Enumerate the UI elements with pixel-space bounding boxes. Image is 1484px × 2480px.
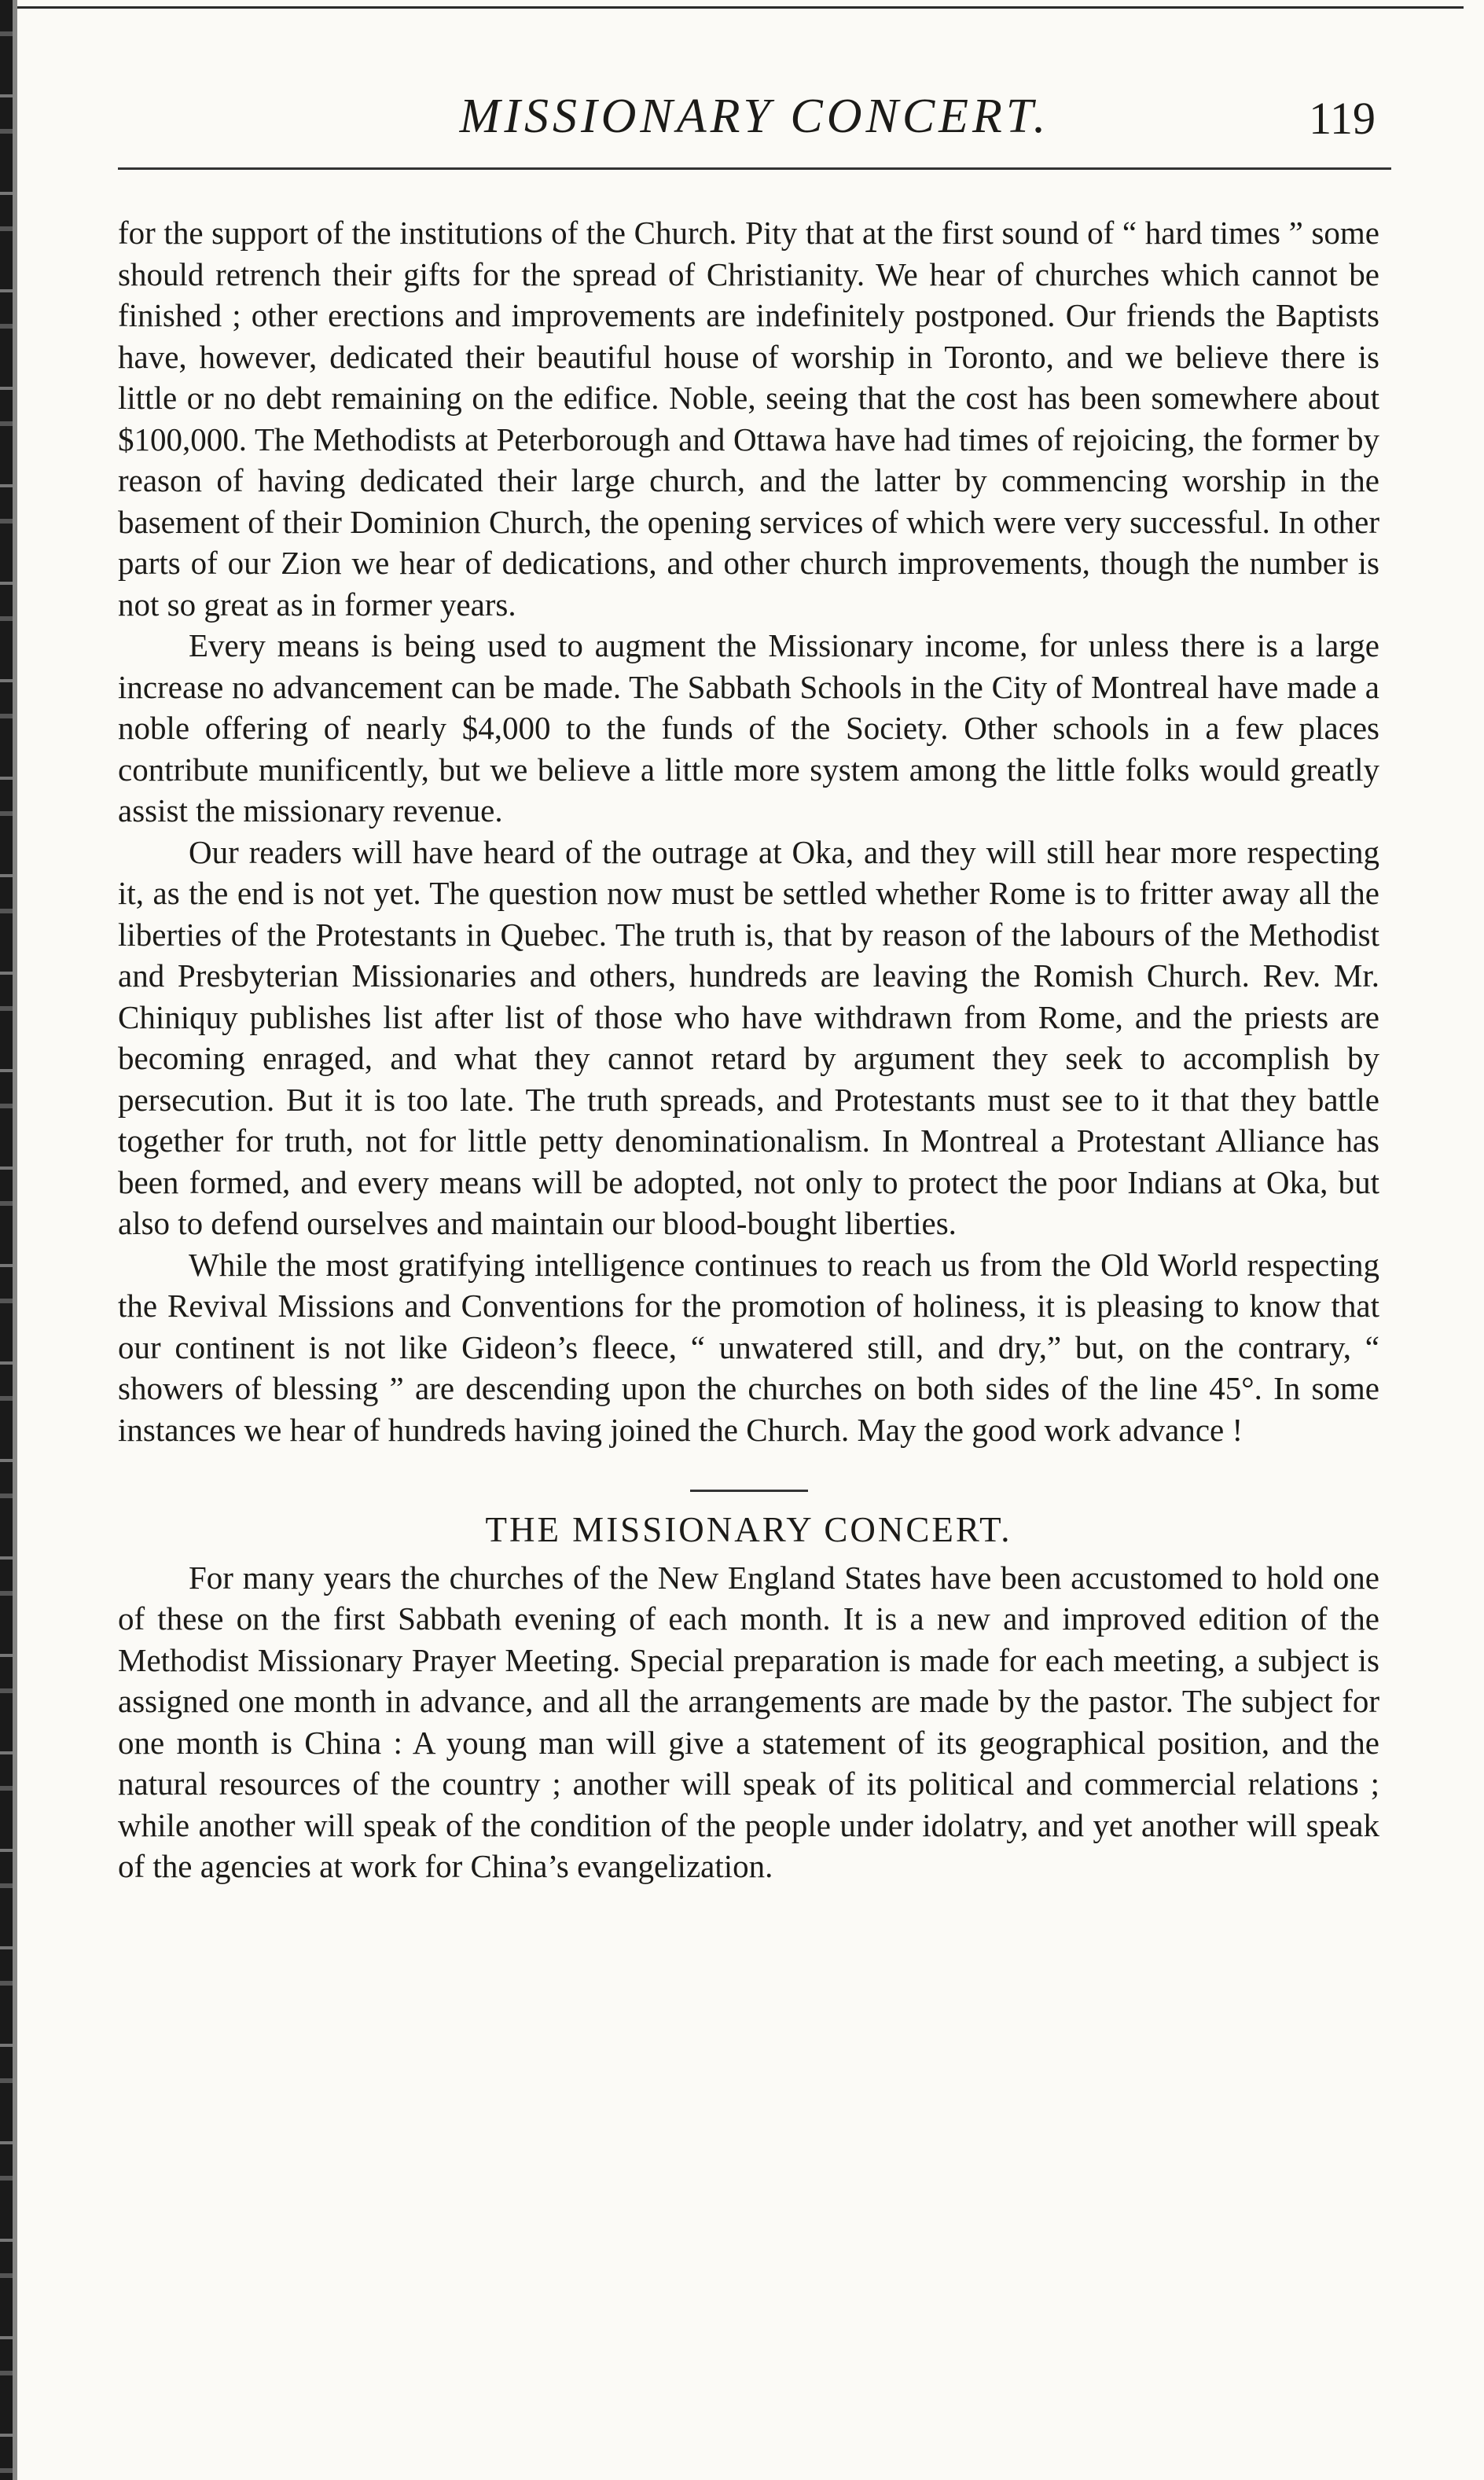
page-binding-edge (0, 0, 13, 2480)
page-binding-shadow (13, 0, 17, 2480)
paragraph-continued: for the support of the institutions of the Church. Pity that at the first sound of “ hard times ” some should retrench their gifts for the spread of Christianity. We hear of churches which cannot be finished ; other erections and improvements are indefinitely postponed. Our friends the Baptists have, however, dedicated their beautiful house of worship in Toronto, and we believe there is little or no debt remaining on the edifice. Noble, seeing that the cost has been somewhere about $100,000. The Methodists at Peterborough and Ottawa have had times of rejoicing, the former by reason of having dedicated their large church, and the latter by commencing worship in the basement of their Dominion Church, the opening services of which were very successful. In other parts of our Zion we hear of dedications, and other church improvements, though the number is not so great as in former years. (118, 215, 1379, 623)
header-rule (118, 167, 1391, 170)
paragraph-oka-outrage: Our readers will have heard of the outrage at Oka, and they will still hear more respecting it, as the end is not yet. The question now must be settled whether Rome is to fritter away all the liberties of the Protestants in Quebec. The truth is, that by reason of the labours of the Methodist and Presbyterian Missionaries and others, hundreds are leaving the Romish Church. Rev. Mr. Chiniquy publishes list after list of those who have withdrawn from Rome, and the priests are becoming enraged, and what they cannot retard by argument they seek to accomplish by persecution. But it is too late. The truth spreads, and Protestants must see to it that they battle together for truth, not for little petty denominationalism. In Montreal a Protestant Alliance has been formed, and every means will be adopted, not only to protect the poor Indians at Oka, but also to defend ourselves and maintain our blood-bought liberties. (118, 833, 1379, 1241)
article-body (118, 212, 1379, 1887)
paragraph-missionary-concert: For many years the churches of the New England States have been accustomed to hold one of these on the first Sabbath evening of each month. It is a new and improved edition of the Methodist Missionary Prayer Meeting. Special preparation is made for each meeting, a subject is assigned one month in advance, and all the arrangements are made by the pastor. The subject for one month is China : A young man will give a statement of its geographical position, and the natural resources of the country ; another will speak of its political and commercial relations ; while another will speak of the condition of the people under idolatry, and yet another will speak of the agencies at work for China’s evangelization. (118, 1559, 1379, 1884)
paragraph-missionary-income: Every means is being used to augment the Missionary income, for unless there is a large increase no advancement can be made. The Sabbath Schools in the City of Montreal have made a noble offering of nearly $4,000 to the funds of the Society. Other schools in a few places contribute munificently, but we believe a little more system among the little folks would greatly assist the missionary revenue. (118, 627, 1379, 829)
paragraph-revival-intelligence: While the most gratifying intelligence continues to reach us from the Old World respecting the Revival Missions and Conventions for the promotion of holiness, it is pleasing to know that our continent is not like Gideon’s fleece, “ unwatered still, and dry,” but, on the contrary, “ showers of blessing ” are descending upon the churches on both sides of the line 45°. In some instances we hear of hundreds having joined the Church. May the good work advance ! (118, 1246, 1379, 1448)
page-top-rule (17, 6, 1464, 9)
running-title: MISSIONARY CONCERT. (459, 90, 1050, 143)
section-divider (690, 1490, 808, 1492)
section-heading: THE MISSIONARY CONCERT. (485, 1510, 1012, 1549)
page-number: 119 (1309, 93, 1376, 144)
page-header (118, 75, 1391, 161)
